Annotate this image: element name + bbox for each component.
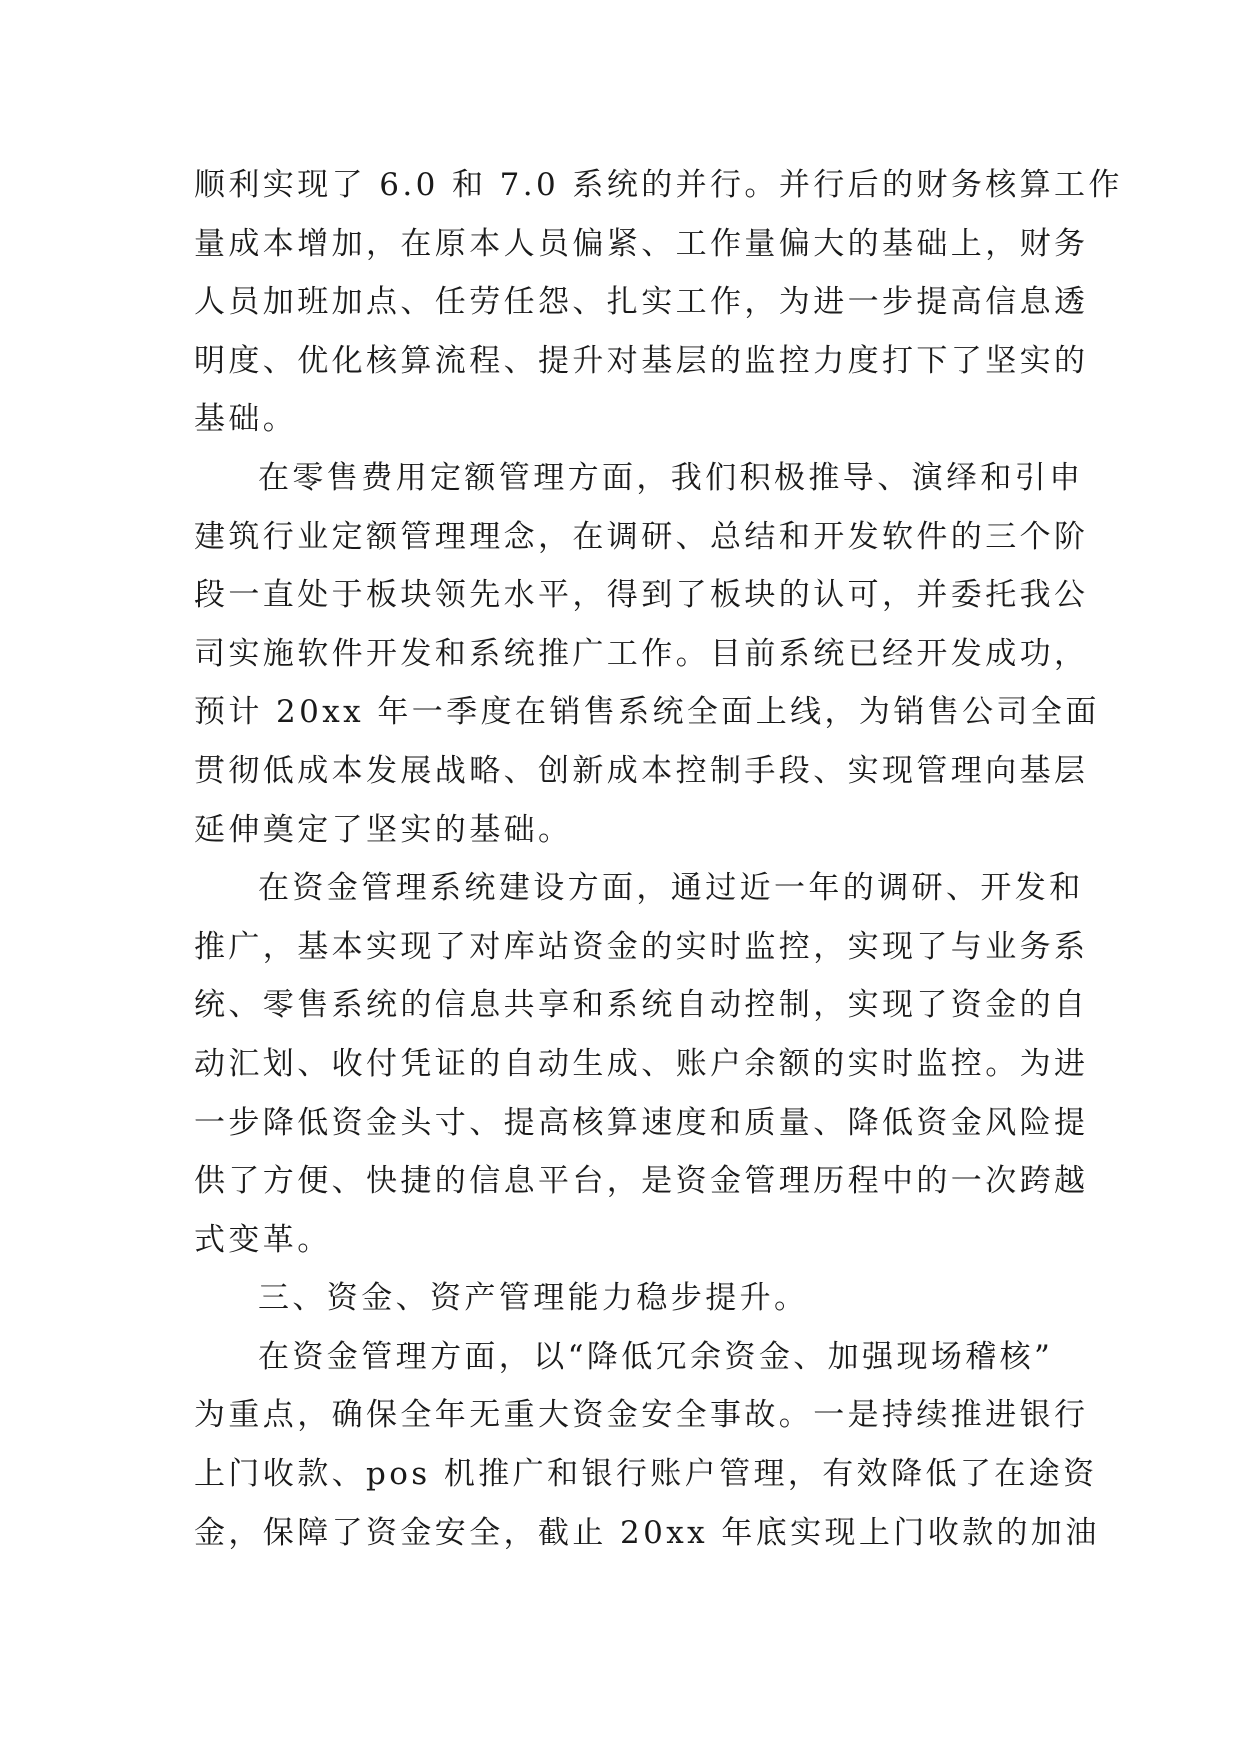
text-line: 金，保障了资金安全，截止 20xx 年底实现上门收款的加油 bbox=[194, 1514, 1100, 1551]
paragraph-start-line: 在资金管理方面，以“降低冗余资金、加强现场稽核” bbox=[258, 1338, 1054, 1375]
text-line: 动汇划、收付凭证的自动生成、账户余额的实时监控。为进 bbox=[194, 1045, 1089, 1082]
text-line: 一步降低资金头寸、提高核算速度和质量、降低资金风险提 bbox=[194, 1104, 1089, 1141]
section-heading: 三、资金、资产管理能力稳步提升。 bbox=[258, 1280, 809, 1317]
text-line: 统、零售系统的信息共享和系统自动控制，实现了资金的自 bbox=[194, 987, 1089, 1024]
paragraph-start-line: 在零售费用定额管理方面，我们积极推导、演绎和引申 bbox=[258, 459, 1084, 496]
text-line: 建筑行业定额管理理念，在调研、总结和开发软件的三个阶 bbox=[194, 518, 1089, 555]
text-line: 段一直处于板块领先水平，得到了板块的认可，并委托我公 bbox=[194, 577, 1089, 614]
text-line: 量成本增加，在原本人员偏紧、工作量偏大的基础上，财务 bbox=[194, 225, 1089, 262]
text-line: 延伸奠定了坚实的基础。 bbox=[194, 811, 573, 848]
text-line: 司实施软件开发和系统推广工作。目前系统已经开发成功， bbox=[194, 635, 1089, 672]
text-line: 上门收款、pos 机推广和银行账户管理，有效降低了在途资 bbox=[194, 1456, 1098, 1493]
text-line: 贯彻低成本发展战略、创新成本控制手段、实现管理向基层 bbox=[194, 752, 1089, 789]
text-line: 人员加班加点、任劳任怨、扎实工作，为进一步提高信息透 bbox=[194, 284, 1089, 321]
text-line: 推广，基本实现了对库站资金的实时监控，实现了与业务系 bbox=[194, 928, 1089, 965]
text-line: 为重点，确保全年无重大资金安全事故。一是持续推进银行 bbox=[194, 1397, 1089, 1434]
text-line: 供了方便、快捷的信息平台，是资金管理历程中的一次跨越 bbox=[194, 1163, 1089, 1200]
body-text bbox=[194, 156, 1123, 1562]
text-line: 顺利实现了 6.0 和 7.0 系统的并行。并行后的财务核算工作 bbox=[194, 167, 1123, 203]
paragraph-start-line: 在资金管理系统建设方面，通过近一年的调研、开发和 bbox=[258, 870, 1084, 907]
text-line: 明度、优化核算流程、提升对基层的监控力度打下了坚实的 bbox=[194, 342, 1089, 379]
text-line: 预计 20xx 年一季度在销售系统全面上线，为销售公司全面 bbox=[194, 694, 1100, 731]
text-line: 式变革。 bbox=[194, 1221, 332, 1258]
text-line: 基础。 bbox=[194, 401, 298, 438]
